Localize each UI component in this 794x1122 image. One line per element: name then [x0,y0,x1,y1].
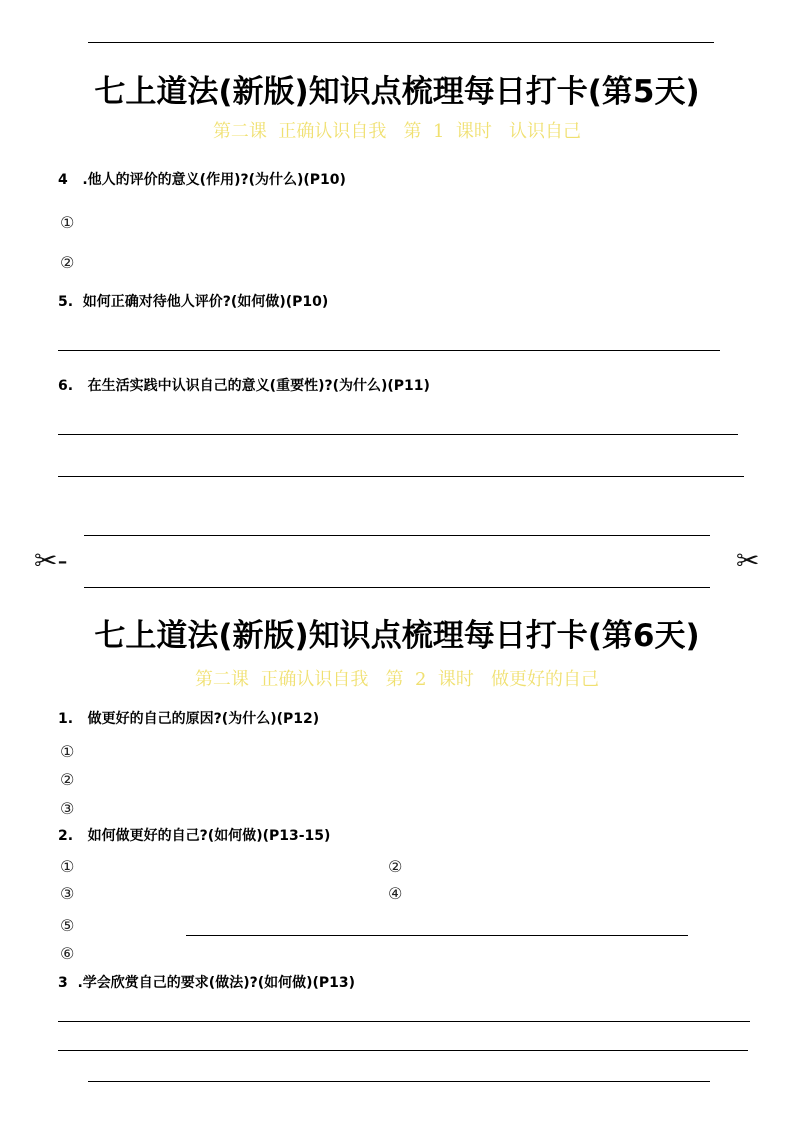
day6-question-3: 3 .学会欣赏自己的要求(做法)?(如何做)(P13) [58,975,356,991]
day5-q6-answer-line-1[interactable] [58,434,738,435]
day5-q5-answer-line[interactable] [58,350,720,351]
bottom-rule [88,1081,710,1082]
day6-title: 七上道法(新版)知识点梳理每日打卡(第6天) [94,618,700,654]
day5-q4-mark-2: ② [60,253,75,272]
day5-title: 七上道法(新版)知识点梳理每日打卡(第5天) [94,74,700,110]
day5-q4-mark-1: ① [60,213,75,232]
day5-question-4: 4 .他人的评价的意义(作用)?(为什么)(P10) [58,172,346,188]
day6-question-2: 2. 如何做更好的自己?(如何做)(P13-15) [58,828,331,844]
day6-q1-mark-1: ① [60,742,75,761]
scissors-icon: ✂ [736,544,760,577]
day5-q6-answer-line-2[interactable] [58,476,744,477]
day6-q2-mark-4: ④ [388,884,403,903]
day6-q2-mark-1: ① [60,857,75,876]
day6-subtitle: 第二课 正确认识自我 第 2 课时 做更好的自己 [194,669,600,690]
day6-q1-mark-2: ② [60,770,75,789]
day5-question-6: 6. 在生活实践中认识自己的意义(重要性)?(为什么)(P11) [58,378,430,394]
day6-question-1: 1. 做更好的自己的原因?(为什么)(P12) [58,711,320,727]
day6-q3-answer-line-1[interactable] [58,1021,750,1022]
cut-line-bottom [84,587,710,588]
day5-question-5: 5. 如何正确对待他人评价?(如何做)(P10) [58,294,329,310]
day6-q2-answer-line[interactable] [186,935,688,936]
day6-q2-mark-6: ⑥ [60,944,75,963]
top-rule [88,42,714,43]
day6-q2-mark-5: ⑤ [60,916,75,935]
day5-subtitle: 第二课 正确认识自我 第 1 课时 认识自己 [212,121,582,142]
day6-q2-mark-3: ③ [60,884,75,903]
scissors-icon: ✂- [34,544,68,577]
day6-q3-answer-line-2[interactable] [58,1050,748,1051]
cut-line-top [84,535,710,536]
day6-q1-mark-3: ③ [60,799,75,818]
day6-q2-mark-2: ② [388,857,403,876]
